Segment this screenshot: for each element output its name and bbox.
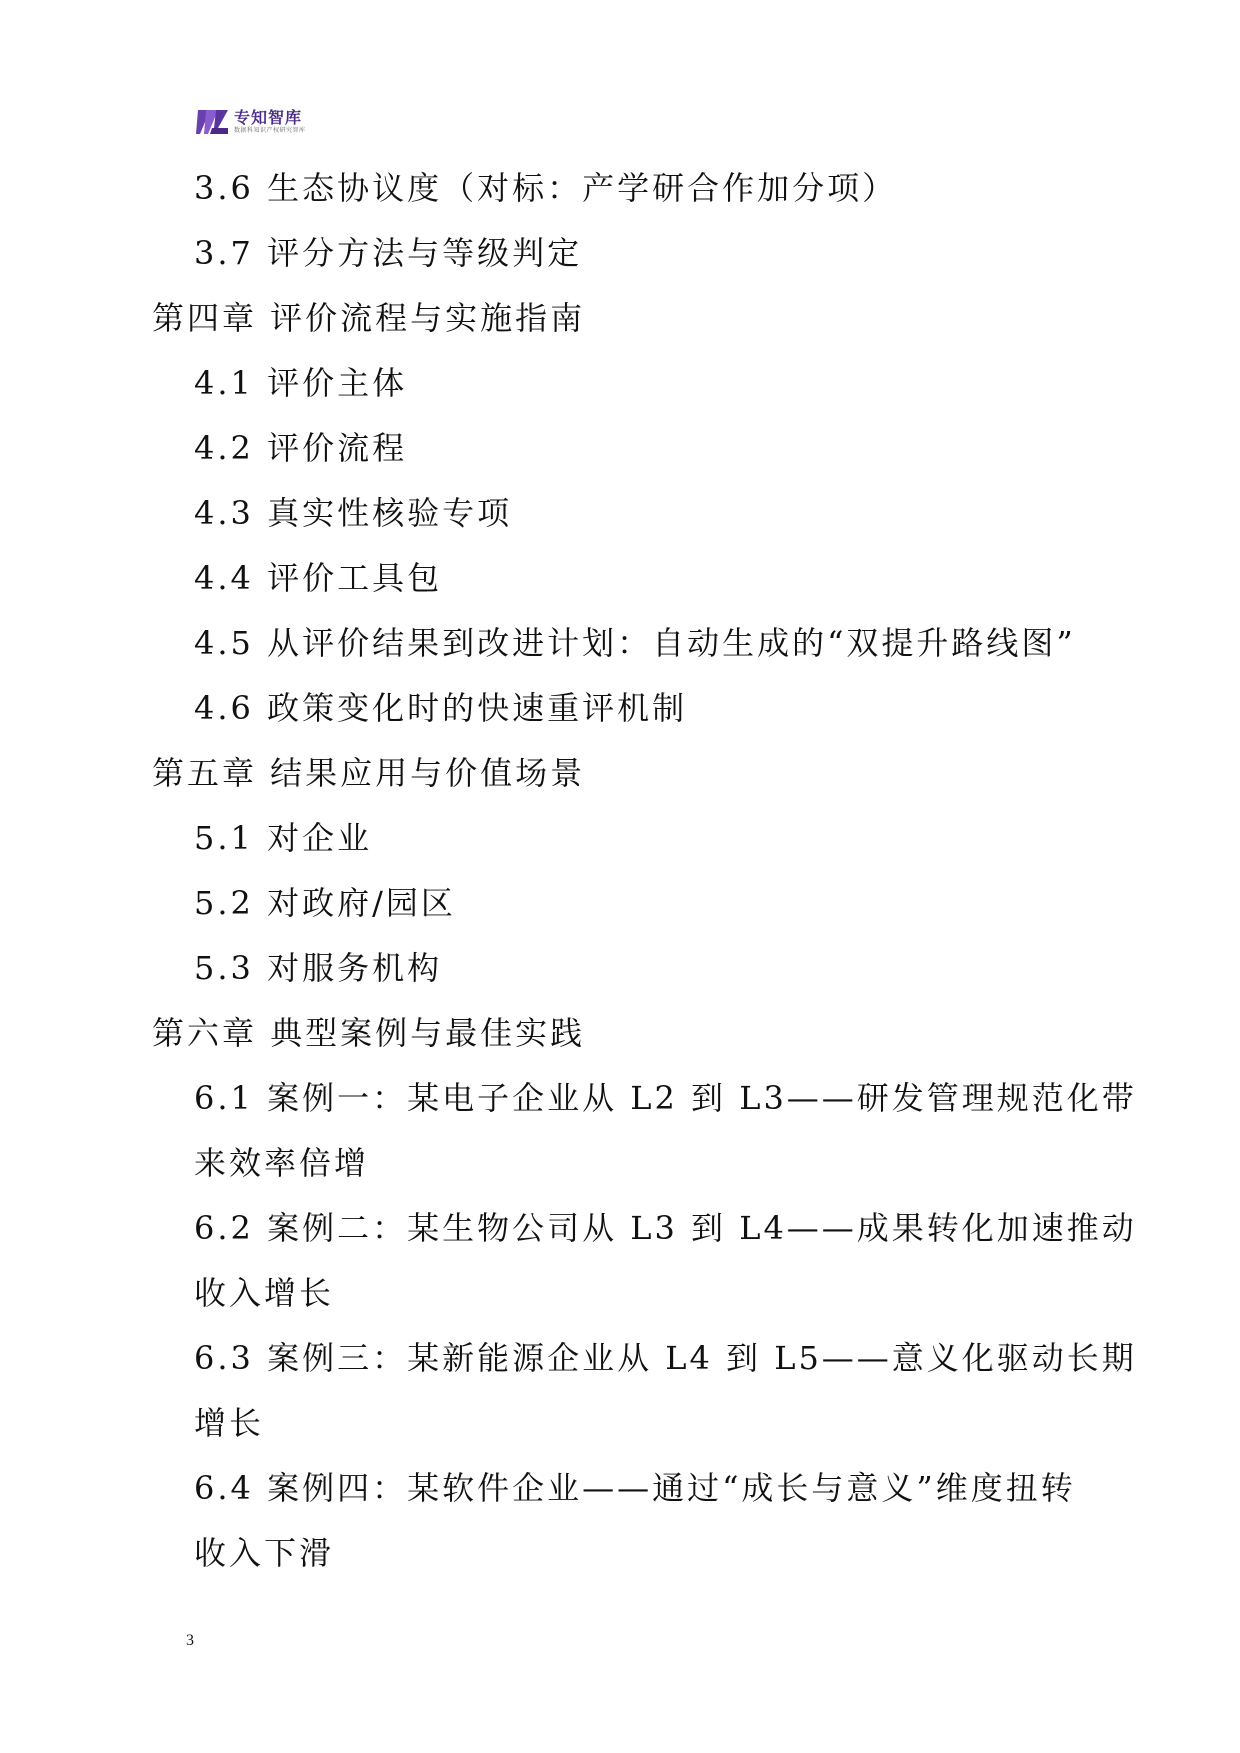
toc-section: 4.5 从评价结果到改进计划：自动生成的“双提升路线图” — [194, 624, 1076, 662]
toc-section: 4.3 真实性核验专项 — [194, 494, 513, 532]
toc-section: 来效率倍增 — [194, 1144, 370, 1182]
logo-subtitle: 数据科知识产权研究智库 — [234, 127, 306, 134]
header-logo — [196, 108, 306, 136]
toc-chapter: 第六章 典型案例与最佳实践 — [152, 1014, 586, 1052]
toc-section: 4.4 评价工具包 — [194, 559, 443, 597]
toc-section: 5.3 对服务机构 — [194, 949, 443, 987]
toc-section: 4.2 评价流程 — [194, 429, 408, 467]
toc-chapter: 第四章 评价流程与实施指南 — [152, 299, 586, 337]
toc-section: 收入下滑 — [194, 1534, 335, 1572]
toc-section: 6.1 案例一：某电子企业从 L2 到 L3——研发管理规范化带 — [194, 1079, 1137, 1117]
toc-chapter: 第五章 结果应用与价值场景 — [152, 754, 586, 792]
toc-section: 收入增长 — [194, 1274, 335, 1312]
toc-section: 4.6 政策变化时的快速重评机制 — [194, 689, 688, 727]
toc-section: 3.7 评分方法与等级判定 — [194, 234, 583, 272]
logo-icon — [196, 108, 230, 136]
toc-section: 6.2 案例二：某生物公司从 L3 到 L4——成果转化加速推动 — [194, 1209, 1137, 1247]
toc-section: 5.2 对政府/园区 — [194, 884, 456, 922]
toc-section: 5.1 对企业 — [194, 819, 373, 857]
toc-section: 6.3 案例三：某新能源企业从 L4 到 L5——意义化驱动长期 — [194, 1339, 1137, 1377]
toc-section: 6.4 案例四：某软件企业——通过“成长与意义”维度扭转 — [194, 1469, 1076, 1507]
toc-section: 增长 — [194, 1404, 265, 1442]
toc-section: 4.1 评价主体 — [194, 364, 408, 402]
toc-section: 3.6 生态协议度（对标：产学研合作加分项） — [194, 169, 898, 207]
page-number: 3 — [186, 1632, 194, 1649]
logo-name: 专知智库 — [234, 108, 303, 127]
